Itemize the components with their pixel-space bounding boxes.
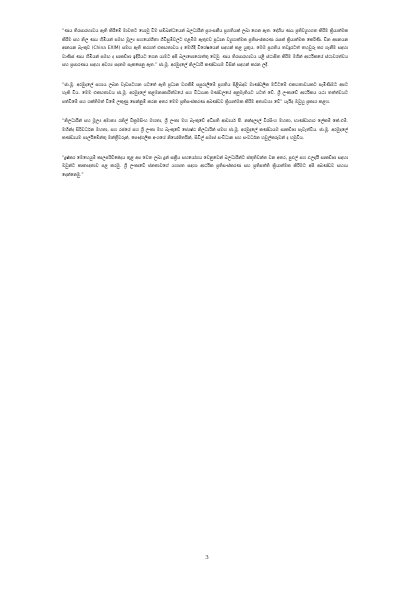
paragraph-2: “ජා.මූ. අරමුදලේ සහාය ලබන වැඩසටහන යටතේ ඇති ප්‍රධාන වගකීම් සපුරාලීමේ ප්‍රගතිය පිළිබඳව මාණ්ඩලික මට්ටමේ එකඟතාවයකට පැමිණීමට අපට හැකි විය. මෙම එකඟතාවය ජා.මූ. අරමුදලේ කළමනාකාරිත්වයේ සහ විධායක මණ්ඩලයේ අනුමැතියට යටත් වේ. ශ්‍රී ලංකාවේ ආර්ථිකය යථා තත්ත්වයට පත්වීමේ සහ ශක්තිමත් වීමේ ලකුණු පෙන්නුම් කරන අතර මෙම ප්‍රතිසංස්කරණ අඛණ්ඩව ක්‍රියාත්මක කිරීම අත්‍යවශ්‍ය වේ” යැයිද ඔවුහු ප්‍රකාශ කළහ. xyxy=(62,82,348,105)
document-body xyxy=(62,28,348,191)
paragraph-3: “නිලධාරීන් සහ මූල්‍ය අමාත්‍ය රනිල් වික්‍රමසිංහ මහතා, ශ්‍රී ලංකා මහ බැංකුවේ අධිපති ආචාර්ය පී. නන්දලාල් වීරසිංහ මහතා, භාණ්ඩාගාර ලේකම් කේ.එම්. මහින්ද සිරිවර්ධන මහතා, සහ රජයේ සහ ශ්‍රී ලංකා මහ බැංකුවේ ජ්‍යෙෂ්ඨ නිලධාරීන් සමඟ ජා.මූ. අරමුදලේ කණ්ඩායම සාකච්ඡා පැවැත්වීය. ජා.මූ. අරමුදලේ කණ්ඩායම පාර්ලිමේන්තු මන්ත්‍රීවරුන්, පෞද්ගලික අංශයේ නියෝජිතයින්, සිවිල් සමාජ සංවිධාන සහ සංවර්ධන හවුල්කරුවන් ද හමුවිය. xyxy=(62,119,348,141)
paragraph-4: “දුෂ්කර මෙහෙයුම් කාලපරිච්ඡේදය තුළ අප වෙත ලබා දුන් සක්‍රීය සහයෝගය වෙනුවෙන් බලධාරීන්ට ස්තූතිවන්ත වන අතර, පුළුල් සහ ඵලදායී සාකච්ඡා සඳහා ඔවුන්ට කෘතඥතාව පළ කරමු. ශ්‍රී ලංකාවේ ජනතාවගේ යහපත සඳහා ආර්ථික ප්‍රතිසංස්කරණ සහ ප්‍රතිපත්ති ක්‍රියාත්මක කිරීමට අපි අඛණ්ඩව සහාය දෙන්නෙමු.” xyxy=(62,155,348,178)
page-number: 3 xyxy=(205,554,209,561)
paragraph-1: “ණය තිරසාරභාවය ඇති කිරීමේ මාවතට යොමු වීම සම්බන්ධයෙන් බලධාරීන් ප්‍රශංසනීය ප්‍රගතියක් ලබා ගෙන ඇත. දේශීය ණය ප්‍රතිව්‍යුහගත කිරීම ක්‍රියාත්මක කිරීම සහ නිල ණය හිමියන් සමඟ මූල්‍ය සහයෝගිතා ගිවිසුම්වලට එළඹීම ඇතුළුව ප්‍රධාන ව්‍යුහාත්මක ප්‍රතිසංස්කරණ රැසක් ක්‍රියාත්මක කෙරිණි. චීන අපනයන ආනයන බැංකුව (China EXIM) සමඟ ඇති කරගත් එකඟතාවය ද මෙහිදී විශේෂයෙන් සඳහන් කළ යුතුය. මෙම ප්‍රගතිය තවදුරටත් තහවුරු කර ගැනීම සඳහා වාණිජ ණය හිමියන් සමඟ ද සාකච්ඡා ඉදිරියට ගෙන යාමට අපි බලාපොරොත්තු වෙමු. ණය තිරසාරභාවය යළි ස්ථාපිත කිරීම මගින් ආර්ථිකයේ ස්ථාවරත්වය සහ ප්‍රසාරණය සඳහා අවශ්‍ය පදනම සැකසෙනු ඇත.” ජා.මූ. අරමුදලේ නිලධාරී කණ්ඩායම විසින් සඳහන් කරන ලදී. xyxy=(62,29,348,68)
